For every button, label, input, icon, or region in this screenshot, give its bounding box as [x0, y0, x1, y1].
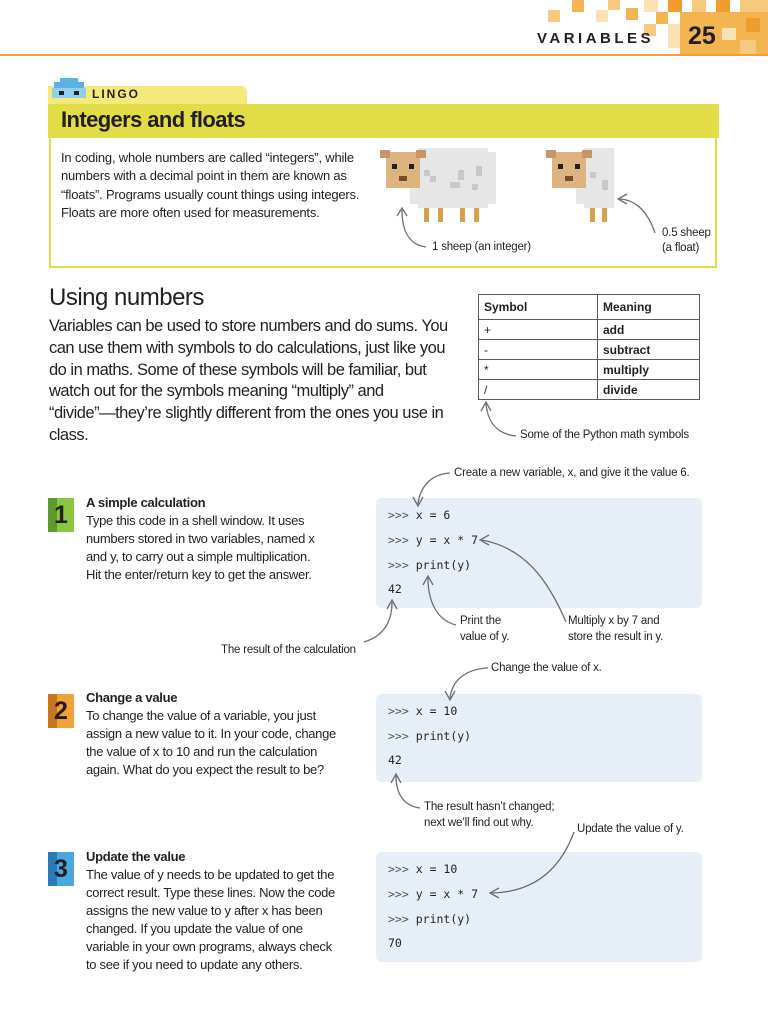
step-1-annotation-top: Create a new variable, x, and give it the value 6.	[454, 467, 690, 479]
arrow-icon	[481, 402, 516, 436]
step-3-badge: 3	[48, 852, 74, 886]
step-1-annotation-result: The result of the calculation	[221, 644, 356, 656]
code-line: >>> x = 6	[388, 508, 451, 522]
lingo-body: In coding, whole numbers are called “integers”, while numbers with a decimal point in them are known as “floats”. Programs usually count things using integers. Floats are more often used for measurements.	[61, 150, 360, 221]
code-output: 42	[388, 582, 402, 596]
code-output: 42	[388, 753, 402, 767]
meaning-cell: divide	[598, 380, 700, 400]
arrow-icon	[391, 774, 420, 808]
code-line: >>> y = x * 7	[388, 533, 479, 547]
lingo-label: LINGO	[92, 87, 140, 101]
step-2-body: To change the value of a variable, you just assign a new value to it. In your code, change the value of x to 10 and run the calculation again. What do you expect the result to be?	[86, 708, 336, 777]
lingo-title: Integers and floats	[61, 107, 246, 132]
arrow-icon	[413, 473, 450, 506]
sheep-float-caption-line2: (a float)	[662, 242, 700, 254]
code-line: >>> x = 10	[388, 862, 458, 876]
symbol-cell: /	[479, 380, 598, 400]
header-section-title: VARIABLES	[537, 30, 655, 47]
code-output: 70	[388, 936, 402, 950]
symbol-cell: *	[479, 360, 598, 380]
step-1-title: A simple calculation	[86, 495, 206, 510]
code-line: >>> print(y)	[388, 912, 472, 926]
arrow-icon	[618, 194, 655, 233]
arrow-icon	[397, 208, 426, 247]
arrow-icon	[364, 600, 397, 642]
arrow-icon	[480, 535, 566, 622]
step-1-annotation-multiply: Multiply x by 7 and store the result in y.	[568, 615, 664, 643]
step-1-annotation-print: Print the value of y.	[460, 615, 510, 643]
step-2-title: Change a value	[86, 690, 178, 705]
meaning-cell: multiply	[598, 360, 700, 380]
step-2-annotation-top: Change the value of x.	[491, 662, 602, 674]
code-line: >>> x = 10	[388, 704, 458, 718]
arrow-icon	[423, 576, 456, 625]
section-title: Using numbers	[49, 284, 204, 311]
arrow-icon	[445, 668, 488, 700]
meaning-cell: subtract	[598, 340, 700, 360]
step-3-title: Update the value	[86, 849, 186, 864]
arrow-icon	[490, 832, 574, 898]
page-number: 25	[688, 22, 716, 50]
meaning-cell: add	[598, 320, 700, 340]
step-2-badge: 2	[48, 694, 74, 728]
code-line: >>> print(y)	[388, 729, 472, 743]
table-caption: Some of the Python math symbols	[520, 429, 689, 441]
step-1-body: Type this code in a shell window. It uses numbers stored in two variables, named x and y, to carry out a simple multiplication. Hit the enter/return key to get the answer.	[86, 513, 315, 582]
code-line: >>> y = x * 7	[388, 887, 479, 901]
step-3-body: The value of y needs to be updated to get the correct result. Type these lines. Now the code assigns the new value to y after x has been changed. If you update the value of one variable in your own programs, always check to see if you need to update any others.	[86, 867, 335, 972]
code-line: >>> print(y)	[388, 558, 472, 572]
symbol-cell: +	[479, 320, 598, 340]
table-header-symbol: Symbol	[479, 295, 598, 320]
step-2-annotation-bottom: The result hasn’t changed; next we’ll find out why.	[424, 801, 555, 829]
sheep-float-caption-line1: 0.5 sheep	[662, 227, 711, 239]
table-header-meaning: Meaning	[598, 295, 700, 320]
step-3-annotation-top: Update the value of y.	[577, 823, 684, 835]
symbol-cell: -	[479, 340, 598, 360]
step-1-badge: 1	[48, 498, 74, 532]
section-body: Variables can be used to store numbers and do sums. You can use them with symbols to do calculations, just like you do in maths. Some of these symbols will be familiar, but watch out for the symbols meaning “multiply” and “divide”—they’re slightly different from the ones you use in class.	[49, 317, 448, 444]
sheep-integer-caption: 1 sheep (an integer)	[432, 241, 531, 253]
